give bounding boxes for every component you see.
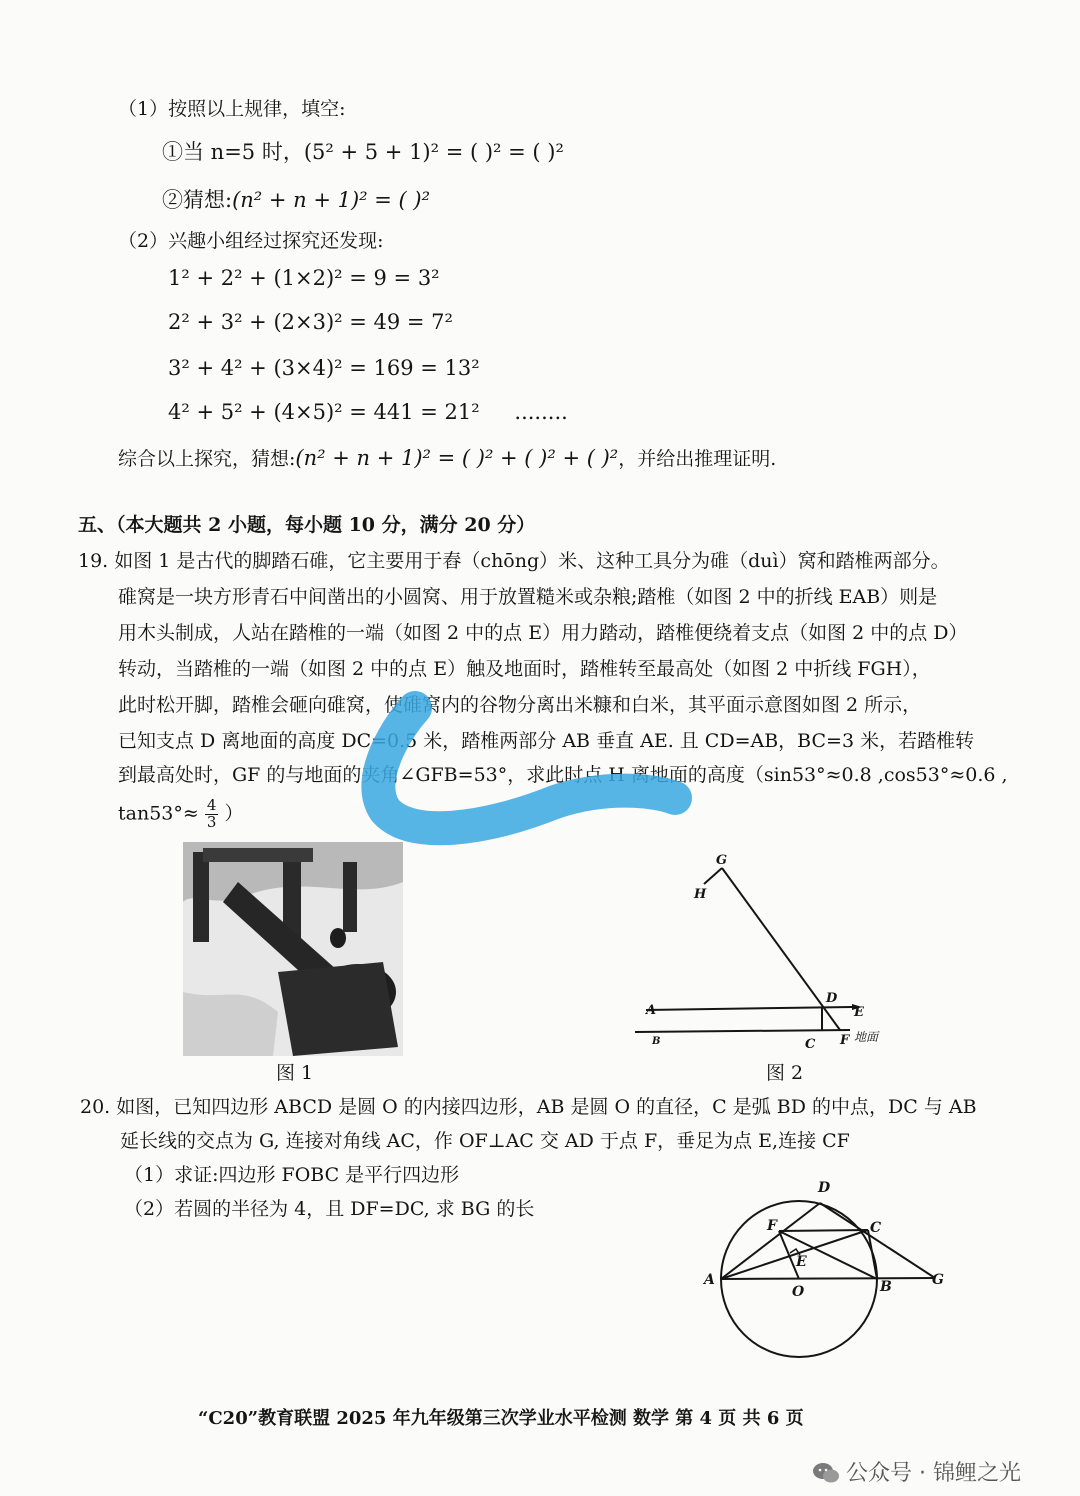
q1-title: （1）按照以上规律，填空: [118,98,346,120]
equation-4 [168,400,568,425]
q1-a [162,140,564,165]
q19-line-6: 已知支点 D 离地面的高度 DC=0.5 米，踏椎两部分 AB 垂直 AE. 且 CD=AB，BC=3 米，若踏椎转 [118,730,975,752]
tan-close: ） [224,802,244,825]
label-o: O [792,1284,805,1300]
lever-line-gh [704,868,722,884]
label-g: G [932,1272,944,1288]
pen-stroke [355,690,695,850]
q1-b-expr: (n² + n + 1)² = ( )² [232,188,431,212]
ground-line [635,1030,850,1032]
label-e: E [854,1005,864,1020]
label-b: B [880,1279,892,1295]
summary-line [118,446,776,471]
label-c: C [870,1220,882,1236]
label-b: B [652,1036,661,1047]
lever-line-gf [722,868,840,1030]
lever-diagram [630,850,900,1050]
page-footer: “C20”教育联盟 2025 年九年级第三次学业水平检测 数学 第 4 页 共 6 页 [198,1408,804,1429]
section-title: 五、（本大题共 2 小题，每小题 10 分，满分 20 分） [78,514,536,536]
tan-text: tan53°≈ [118,802,199,825]
q20-sub-2: （2）若圆的半径为 4，且 DF=DC, 求 BG 的长 [124,1198,535,1220]
line-ag [721,1278,935,1279]
label-a: A [646,1003,657,1018]
q19-line-5: 此时松开脚，踏椎会砸向碓窝，使碓窝内的谷物分离出米糠和白米，其平面示意图如图 2 所示， [118,694,922,716]
q19-line-1: 19. 如图 1 是古代的脚踏石碓，它主要用于舂（chōng）米、这种工具分为碓（duì）窝和踏椎两部分。 [78,550,950,572]
q20-sub-1: （1）求证:四边形 FOBC 是平行四边形 [124,1164,460,1186]
label-f: F [840,1033,850,1048]
q1-a-expr: (5² + 5 + 1)² = ( )² = ( )² [303,140,564,164]
q19-tan-line [118,798,243,831]
summary-expr: (n² + n + 1)² = ( )² + ( )² + ( )² [295,446,619,470]
watermark [812,1456,1021,1487]
q2-title: （2）兴趣小组经过探究还发现: [118,230,384,252]
summary-prefix: 综合以上探究，猜想: [118,448,296,470]
fraction [205,798,219,831]
label-f: F [767,1218,777,1234]
summary-suffix: ，并给出推理证明. [618,448,777,470]
equation-3: 3² + 4² + (3×4)² = 169 = 13² [168,356,480,380]
label-ground: 地面 [854,1030,879,1044]
q19-line-7: 到最高处时，GF 的与地面的夹角∠GFB=53°，求此时点 H 离地面的高度（sin53°≈0.8 ,cos53°≈0.6 , [118,764,1008,786]
label-a: A [704,1272,715,1288]
watermark-text: 公众号 · 锦鲤之光 [846,1461,1021,1486]
equation-2: 2² + 3² + (2×3)² = 49 = 7² [168,310,453,334]
equation-dots: ........ [514,400,568,424]
label-d: D [826,991,838,1006]
label-e: E [796,1254,807,1270]
figure-2-caption: 图 2 [766,1062,804,1084]
label-g: G [716,853,728,868]
fraction-denominator: 3 [206,812,217,831]
circle-geometry-diagram [700,1176,960,1386]
label-c: C [805,1037,816,1050]
line-fc [779,1230,868,1231]
q19-line-3: 用木头制成，人站在踏椎的一端（如图 2 中的点 E）用力踏动，踏椎便绕着支点（如图 2 中的点 D） [118,622,968,644]
q1-b-prefix: ②猜想: [162,188,233,212]
q20-line-1: 20. 如图，已知四边形 ABCD 是圆 O 的内接四边形，AB 是圆 O 的直径，C 是弧 BD 的中点，DC 与 AB [80,1096,977,1118]
q1-b [162,188,430,213]
equation-1: 1² + 2² + (1×2)² = 9 = 3² [168,266,440,290]
q20-line-2: 延长线的交点为 G, 连接对角线 AC，作 OF⊥AC 交 AD 于点 F，垂足为点 E,连接 CF [120,1130,850,1152]
label-d: D [818,1180,831,1196]
label-h: H [694,887,707,902]
line-ac [721,1230,868,1279]
stone-mortar-photo [183,842,403,1056]
wechat-icon [812,1462,840,1484]
q19-line-4: 转动，当踏椎的一端（如图 2 中的点 E）触及地面时，踏椎转至最高处（如图 2 中折线 FGH）， [118,658,931,680]
equation-4-text: 4² + 5² + (4×5)² = 441 = 21² [168,400,480,424]
figure-1-caption: 图 1 [276,1062,314,1084]
q19-line-2: 碓窝是一块方形青石中间凿出的小圆窝、用于放置糙米或杂粮;踏椎（如图 2 中的折线 EAB）则是 [118,586,938,608]
fraction-numerator: 4 [206,796,217,814]
q1-a-prefix: ①当 n=5 时， [162,140,304,164]
